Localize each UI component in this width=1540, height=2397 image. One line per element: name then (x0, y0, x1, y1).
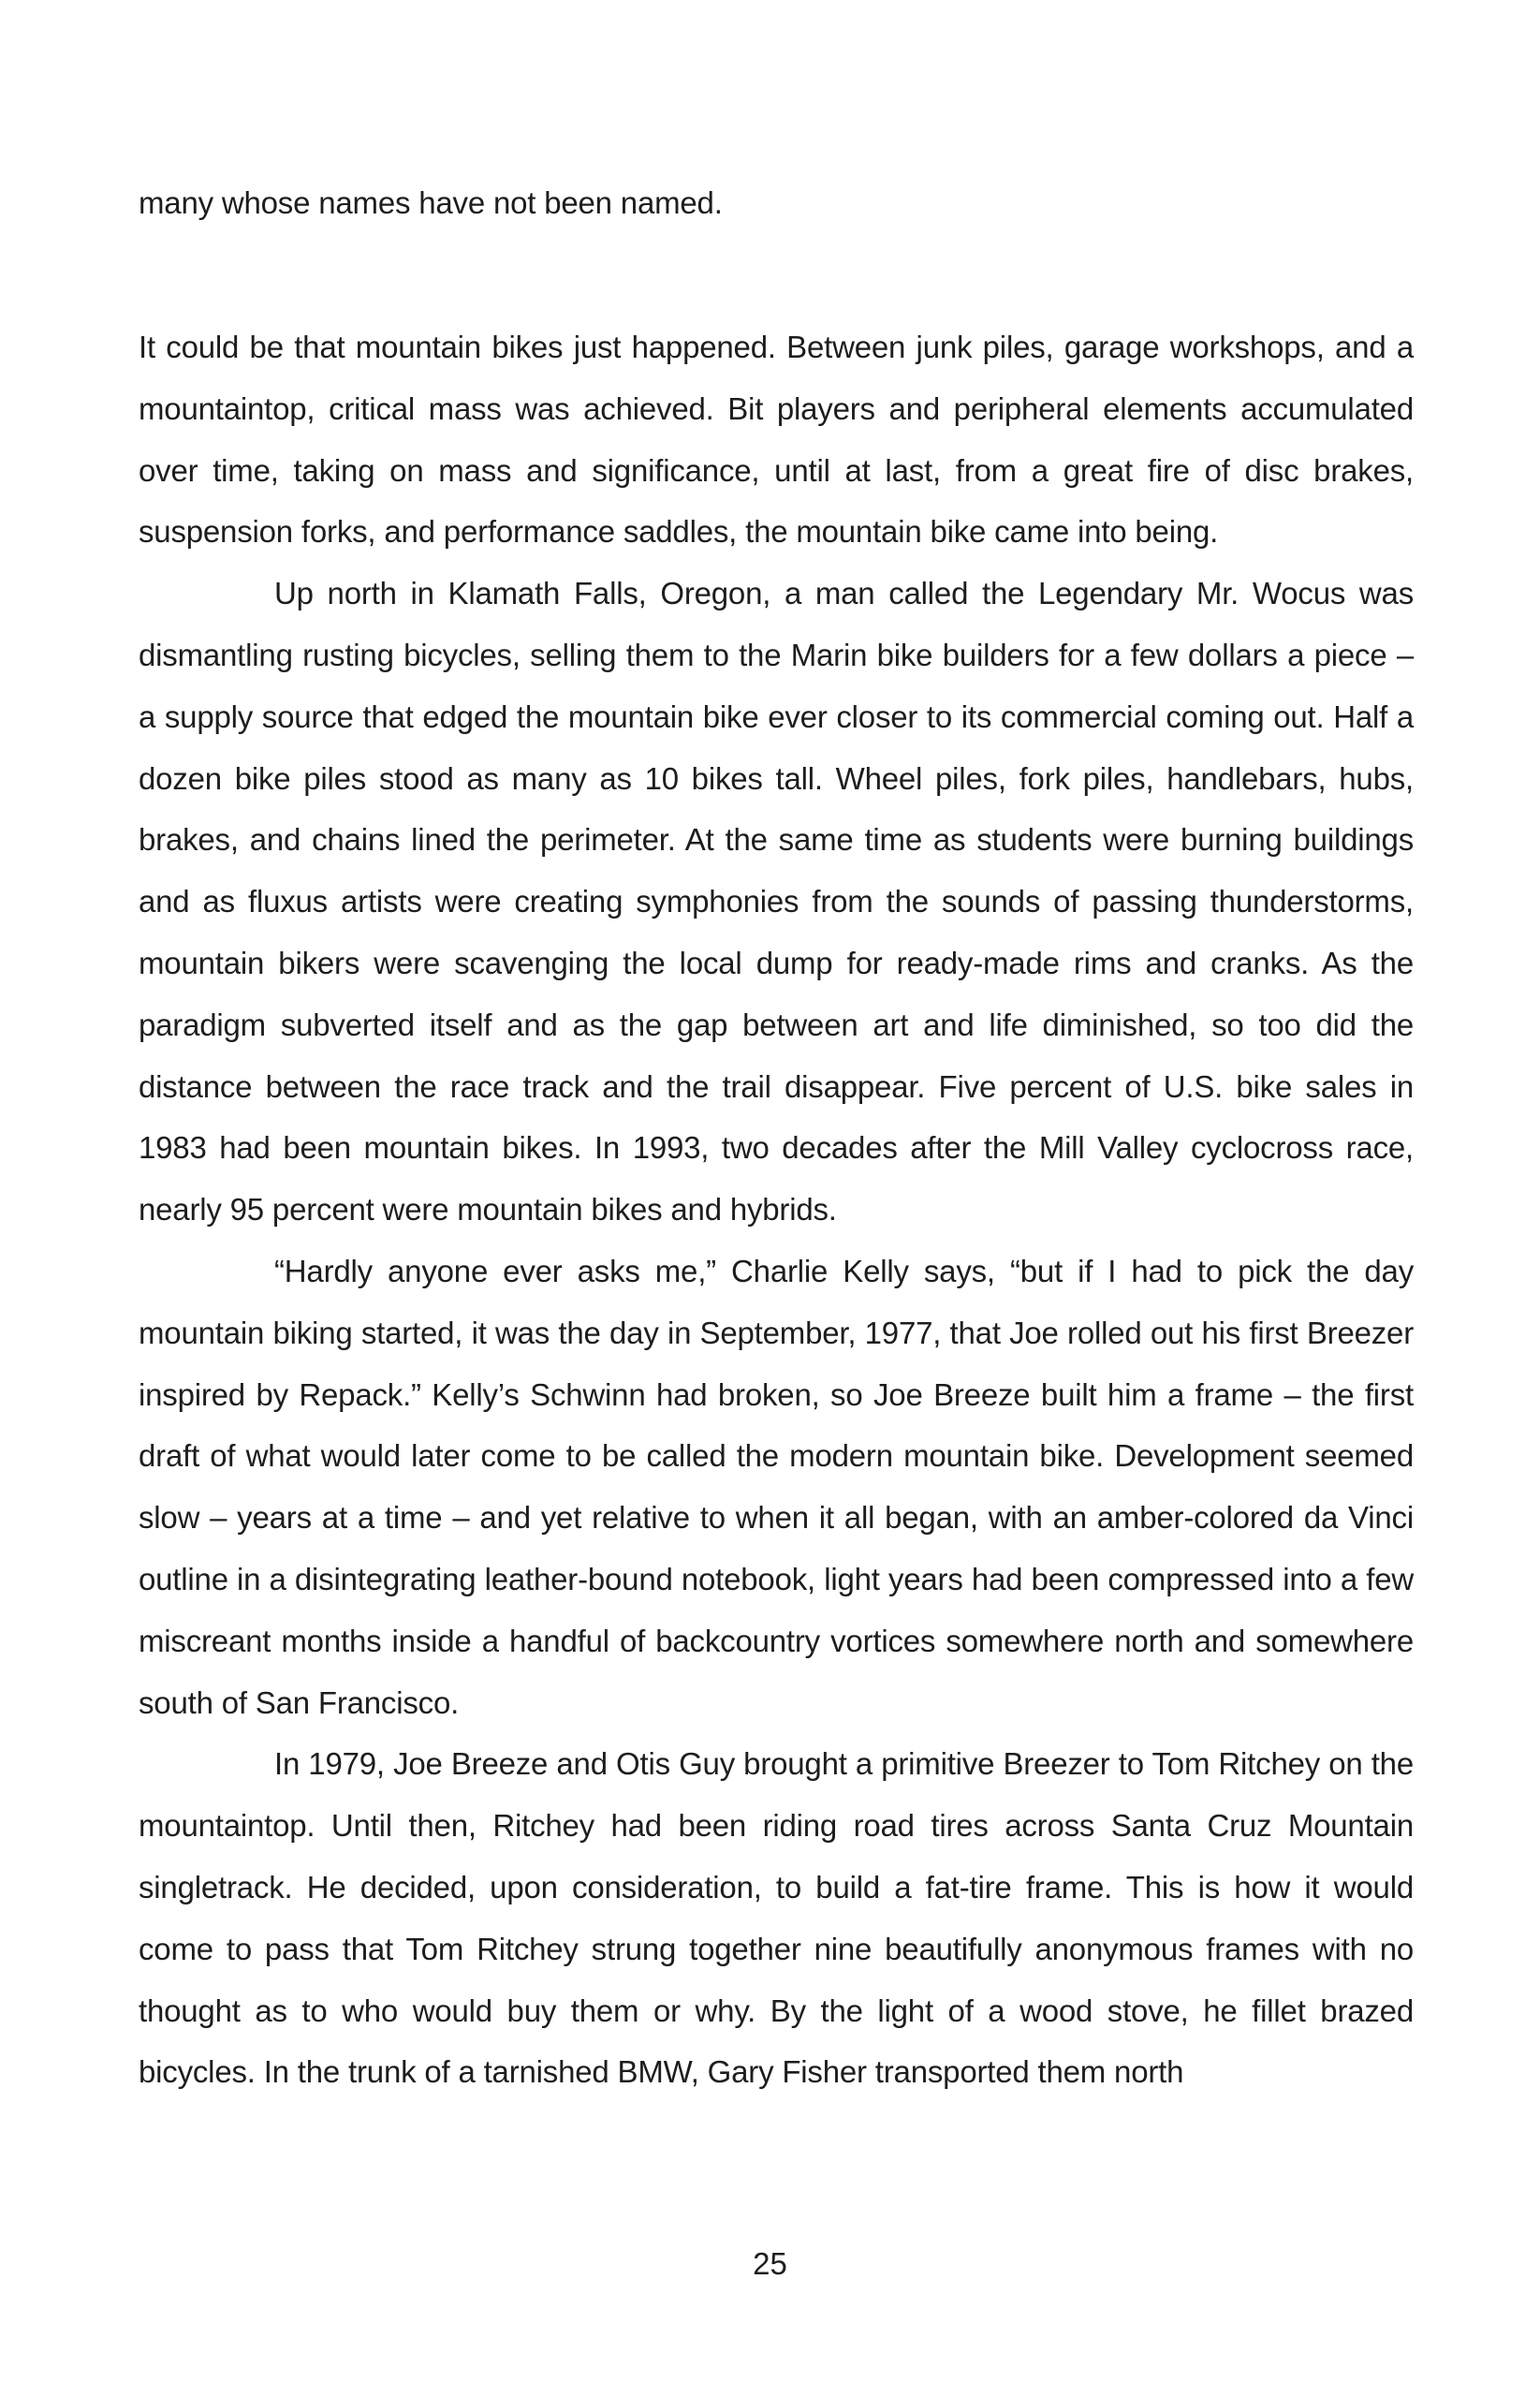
paragraph-1: It could be that mountain bikes just happened. Between junk piles, garage workshops, and a mountaintop, critical mass was achieved. Bit players and peripheral elements accumulated over time, taking on mass and significance, until at last, from a great fire of disc brakes, suspension forks, and performance saddles, the mountain bike came into being. (139, 330, 1414, 550)
body-text (139, 316, 1414, 2103)
paragraph-2: Up north in Klamath Falls, Oregon, a man called the Legendary Mr. Wocus was dismantling rusting bicycles, selling them to the Marin bike builders for a few dollars a piece – a supply source that edged the mountain bike ever closer to its commercial coming out. Half a dozen bike piles stood as many as 10 bikes tall. Wheel piles, fork piles, handlebars, hubs, brakes, and chains lined the perimeter. At the same time as students were burning buildings and as fluxus artists were creating symphonies from the sounds of passing thunderstorms, mountain bikers were scavenging the local dump for ready-made rims and cranks. As the paradigm subverted itself and as the gap between art and life diminished, so too did the distance between the race track and the trail disappear. Five percent of U.S. bike sales in 1983 had been mountain bikes. In 1993, two decades after the Mill Valley cyclocross race, nearly 95 percent were mountain bikes and hybrids. (139, 576, 1414, 1228)
carryover-line: many whose names have not been named. (139, 185, 723, 220)
page-number: 25 (753, 2246, 787, 2281)
paragraph-3: “Hardly anyone ever asks me,” Charlie Kelly says, “but if I had to pick the day mountain biking started, it was the day in September, 1977, that Joe rolled out his first Breezer inspired by Repack.” Kelly’s Schwinn had broken, so Joe Breeze built him a frame – the first draft of what would later come to be called the modern mountain bike. Development seemed slow – years at a time – and yet relative to when it all began, with an amber-colored da Vinci outline in a disintegrating leather-bound notebook, light years had been compressed into a few miscreant months inside a handful of backcountry vortices somewhere north and somewhere south of San Francisco. (139, 1253, 1414, 1720)
paragraph-4: In 1979, Joe Breeze and Otis Guy brought a primitive Breezer to Tom Ritchey on the mountaintop. Until then, Ritchey had been riding road tires across Santa Cruz Mountain singletrack. He decided, upon consideration, to build a fat-tire frame. This is how it would come to pass that Tom Ritchey strung together nine beautifully anonymous frames with no thought as to who would buy them or why. By the light of a wood stove, he fillet brazed bicycles. In the trunk of a tarnished BMW, Gary Fisher transported them north (139, 1746, 1414, 2090)
carryover-text (139, 172, 1414, 234)
